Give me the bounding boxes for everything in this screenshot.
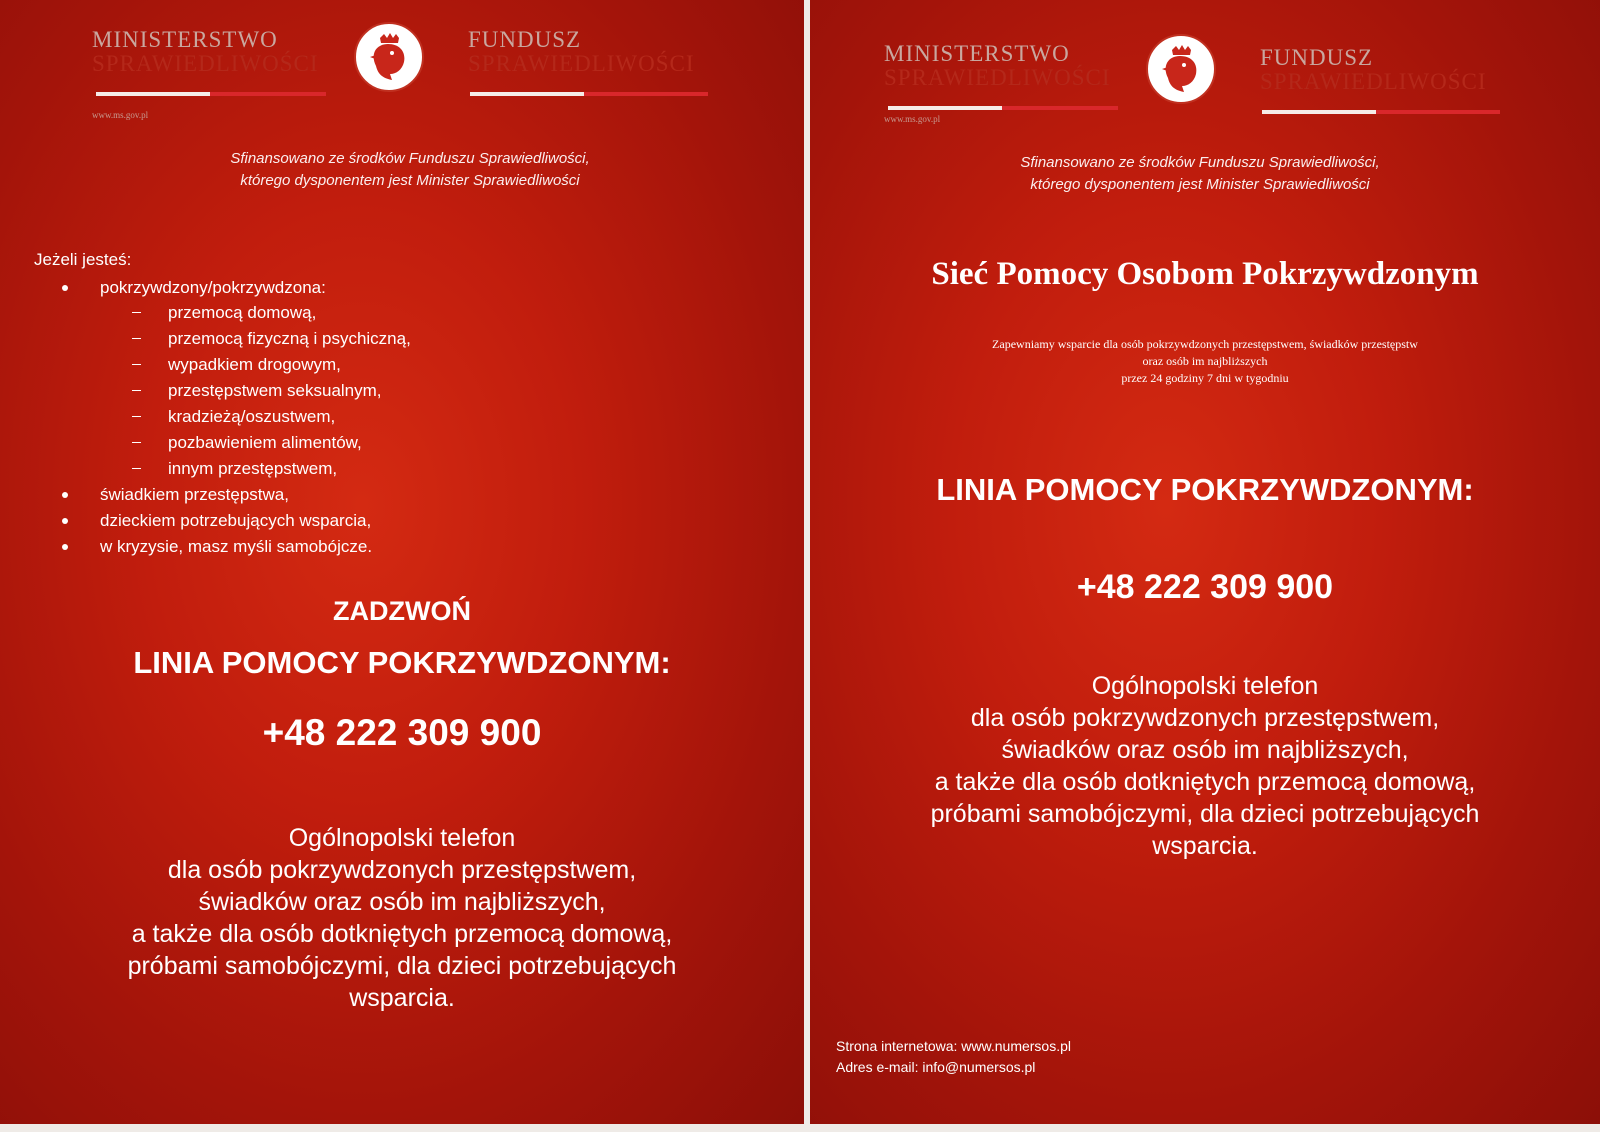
network-title: Sieć Pomocy Osobom Pokrzywdzonym xyxy=(931,256,1479,292)
list-item: przemocą fizyczną i psychiczną, xyxy=(132,326,411,351)
ministry-url: www.ms.gov.pl xyxy=(884,114,941,124)
flyer-left xyxy=(0,0,804,1124)
page-bottom-margin xyxy=(0,1124,1600,1132)
list-item: przestępstwem seksualnym, xyxy=(132,378,382,403)
ministry-name: MINISTERSTWO SPRAWIEDLIWOŚCI xyxy=(92,27,319,76)
flyer-right xyxy=(810,0,1600,1124)
contact-info xyxy=(836,1036,1071,1078)
dash-icon xyxy=(132,416,141,417)
logo-bar-white xyxy=(1262,110,1376,114)
funding-note: Sfinansowano ze środków Funduszu Sprawiedliwości, którego dysponentem jest Minister Sprawiedliwości xyxy=(1020,154,1380,193)
call-heading: ZADZWOŃ xyxy=(333,596,471,626)
phone-number[interactable]: +48 222 309 900 xyxy=(262,712,542,753)
helpline-description: Ogólnopolski telefon dla osób pokrzywdzonych przestępstwem, świadków oraz osób im najbliższych, a także dla osób dotkniętych przemocą domową, próbami samobójczymi, dla dzieci potrzebujących wsparcia. xyxy=(127,824,677,1012)
list-item: dzieckiem potrzebujących wsparcia, xyxy=(62,508,371,533)
list-item: wypadkiem drogowym, xyxy=(132,352,341,377)
funding-note: Sfinansowano ze środków Funduszu Sprawiedliwości, którego dysponentem jest Minister Sprawiedliwości xyxy=(230,150,590,189)
list-item: świadkiem przestępstwa, xyxy=(62,482,289,507)
fund-name: FUNDUSZ SPRAWIEDLIWOŚCI xyxy=(1260,45,1487,94)
logo-bar-red xyxy=(1002,106,1118,110)
logo-bar-white xyxy=(470,92,584,96)
logo-bar-white xyxy=(96,92,210,96)
email-link[interactable]: Adres e-mail: info@numersos.pl xyxy=(836,1059,1036,1075)
intro-text: Jeżeli jesteś: xyxy=(34,250,132,269)
ministry-url: www.ms.gov.pl xyxy=(92,110,149,120)
ministry-name: MINISTERSTWO SPRAWIEDLIWOŚCI xyxy=(884,41,1111,90)
ministry-logo-header xyxy=(884,28,1524,128)
dash-icon xyxy=(132,468,141,469)
victim-list xyxy=(62,275,762,565)
eagle-emblem-svg xyxy=(1148,36,1214,102)
list-item: kradzieżą/oszustwem, xyxy=(132,404,335,429)
list-item: pokrzywdzony/pokrzywdzona: xyxy=(62,275,326,300)
fund-name: FUNDUSZ SPRAWIEDLIWOŚCI xyxy=(468,27,695,76)
dash-icon xyxy=(132,338,141,339)
bullet-icon xyxy=(62,492,68,498)
helpline-title: LINIA POMOCY POKRZYWDZONYM: xyxy=(936,472,1474,507)
helpline-title: LINIA POMOCY POKRZYWDZONYM: xyxy=(133,645,671,680)
logo-bar-white xyxy=(888,106,1002,110)
dash-icon xyxy=(132,364,141,365)
list-item: w kryzysie, masz myśli samobójcze. xyxy=(62,534,372,559)
dash-icon xyxy=(132,442,141,443)
eagle-icon xyxy=(1146,34,1216,104)
list-item: pozbawieniem alimentów, xyxy=(132,430,362,455)
support-note: Zapewniamy wsparcie dla osób pokrzywdzonych przestępstwem, świadków przestępstw oraz osób im najbliższych przez 24 godziny 7 dni w tygodniu xyxy=(992,337,1418,385)
bullet-icon xyxy=(62,285,68,291)
dash-icon xyxy=(132,312,141,313)
list-item: innym przestępstwem, xyxy=(132,456,337,481)
phone-number[interactable]: +48 222 309 900 xyxy=(1076,568,1334,606)
logo-bar-red xyxy=(210,92,326,96)
website-link[interactable]: Strona internetowa: www.numersos.pl xyxy=(836,1038,1071,1054)
logo-bar-red xyxy=(584,92,708,96)
ministry-logo-header xyxy=(92,28,722,128)
list-item: przemocą domową, xyxy=(132,300,316,325)
helpline-description: Ogólnopolski telefon dla osób pokrzywdzonych przestępstwem, świadków oraz osób im najbliższych, a także dla osób dotkniętych przemocą domową, próbami samobójczymi, dla dzieci potrzebujących wsparcia. xyxy=(930,672,1480,860)
dash-icon xyxy=(132,390,141,391)
eagle-emblem-svg xyxy=(356,24,422,90)
bullet-icon xyxy=(62,518,68,524)
bullet-icon xyxy=(62,544,68,550)
eagle-icon xyxy=(354,22,424,92)
logo-bar-red xyxy=(1376,110,1500,114)
